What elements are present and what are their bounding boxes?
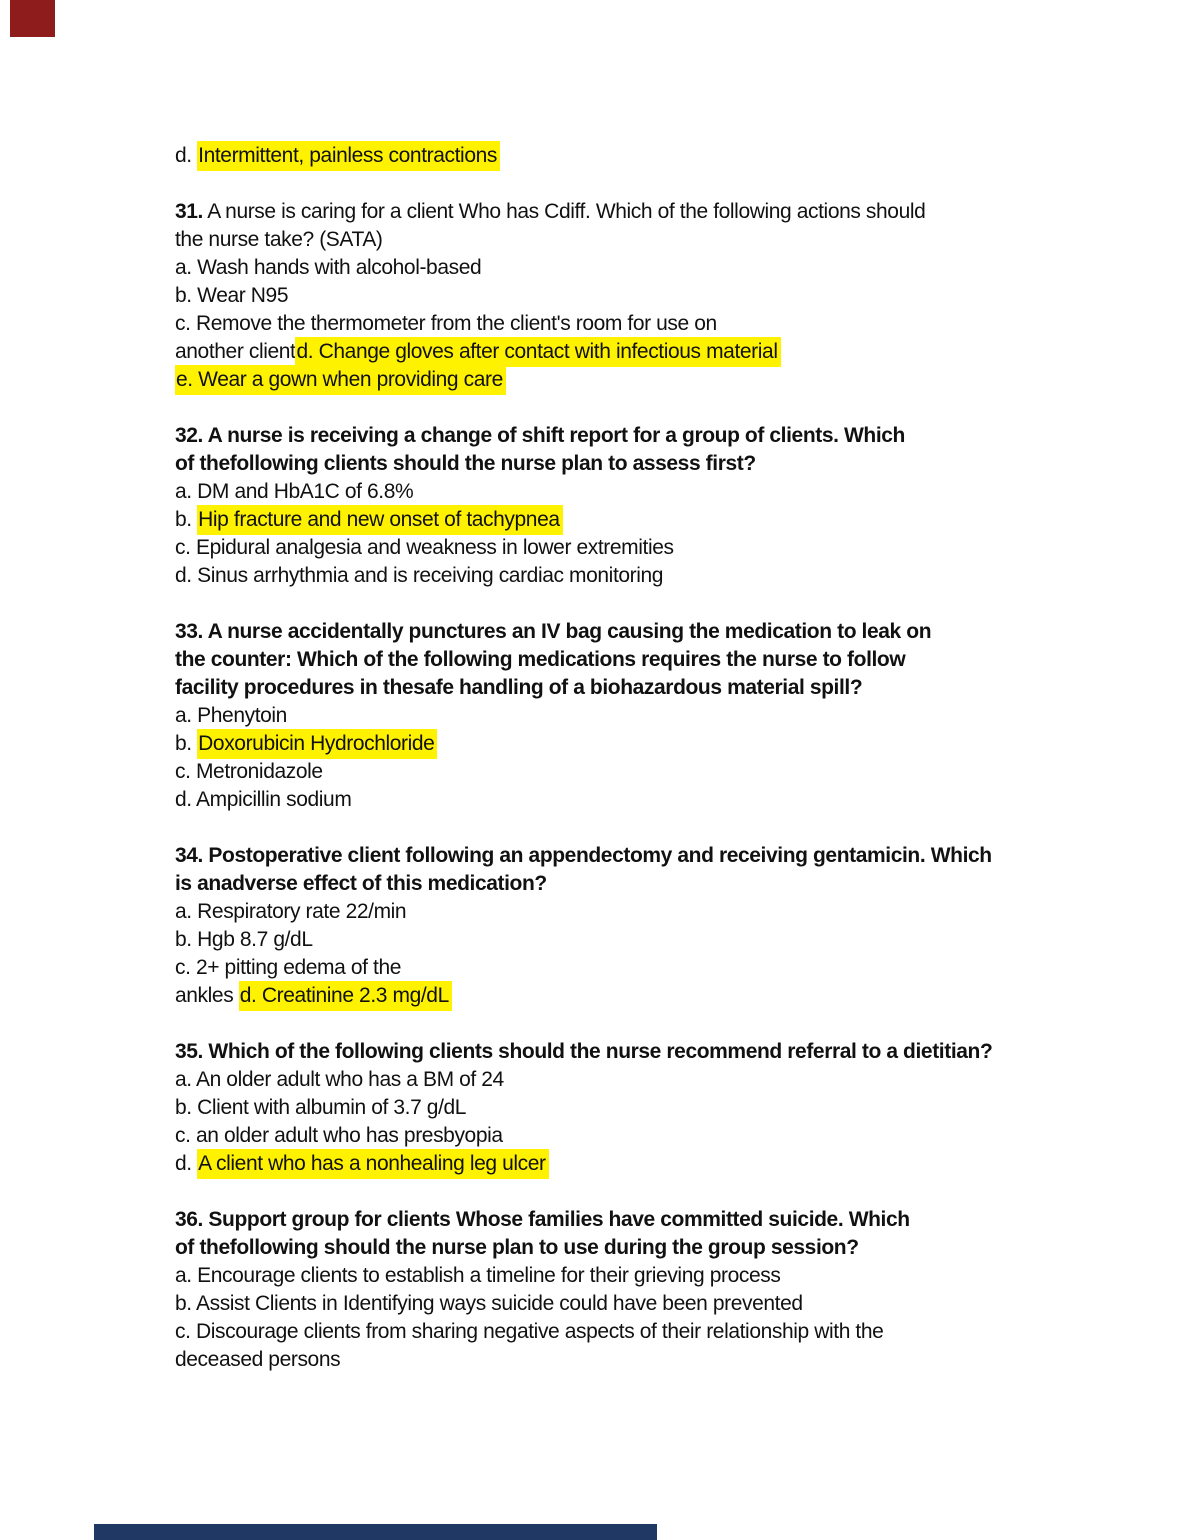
text-segment: 32. A nurse is receiving a change of shift report for a group of clients. Which (175, 424, 905, 447)
text-segment: 34. Postoperative client following an appendectomy and receiving gentamicin. Which (175, 844, 992, 867)
text-segment: the counter: Which of the following medications requires the nurse to follow (175, 648, 906, 671)
text-segment: d. Sinus arrhythmia and is receiving cardiac monitoring (175, 564, 664, 587)
text-segment: b. Hgb 8.7 g/dL (175, 928, 313, 951)
text-segment: d. (175, 1152, 198, 1175)
highlighted-text: Doxorubicin Hydrochloride (197, 729, 437, 759)
text-segment: of thefollowing should the nurse plan to use during the group session? (175, 1236, 859, 1259)
text-line (175, 226, 1055, 254)
highlighted-text: d. Change gloves after contact with infectious material (295, 337, 780, 367)
text-line (175, 646, 1055, 674)
highlighted-text: Hip fracture and new onset of tachypnea (197, 505, 562, 535)
text-segment: b. Client with albumin of 3.7 g/dL (175, 1096, 467, 1119)
text-line (175, 1234, 1055, 1262)
text-line (175, 702, 1055, 730)
text-line (175, 422, 1055, 450)
text-line (175, 1290, 1055, 1318)
next-page-banner (94, 1524, 657, 1540)
text-line (175, 1122, 1055, 1150)
text-line (175, 450, 1055, 478)
text-line (175, 926, 1055, 954)
text-segment: c. Epidural analgesia and weakness in lower extremities (175, 536, 674, 559)
page-corner-accent (10, 0, 55, 37)
text-segment: another client (175, 340, 296, 363)
text-segment: b. Wear N95 (175, 284, 289, 307)
text-segment: c. 2+ pitting edema of the (175, 956, 402, 979)
text-line (175, 730, 1055, 758)
text-line (175, 674, 1055, 702)
text-line (175, 1066, 1055, 1094)
text-line (175, 1262, 1055, 1290)
text-segment: the nurse take? (SATA) (175, 228, 383, 251)
text-line (175, 1038, 1055, 1066)
text-segment: a. Respiratory rate 22/min (175, 900, 407, 923)
text-line (175, 506, 1055, 534)
text-segment: c. Discourage clients from sharing negative aspects of their relationship with the (175, 1320, 884, 1343)
text-segment: facility procedures in thesafe handling of a biohazardous material spill? (175, 676, 863, 699)
text-segment: a. An older adult who has a BM of 24 (175, 1068, 504, 1091)
text-line (175, 142, 1055, 170)
text-segment: 36. Support group for clients Whose families have committed suicide. Which (175, 1208, 910, 1231)
text-segment: b. (175, 508, 198, 531)
text-segment: b. Assist Clients in Identifying ways suicide could have been prevented (175, 1292, 803, 1315)
text-line (175, 534, 1055, 562)
text-line (175, 338, 1055, 366)
text-segment: A nurse is caring for a client Who has Cdiff. Which of the following actions should (203, 200, 926, 223)
text-line (175, 1150, 1055, 1178)
text-line (175, 898, 1055, 926)
text-line (175, 842, 1055, 870)
text-line (175, 1094, 1055, 1122)
text-segment: d. (175, 144, 198, 167)
text-segment: d. Ampicillin sodium (175, 788, 352, 811)
highlighted-text: e. Wear a gown when providing care (175, 365, 506, 395)
text-line (175, 870, 1055, 898)
text-line (175, 310, 1055, 338)
blank-line (175, 170, 1055, 198)
text-segment: b. (175, 732, 198, 755)
text-line (175, 758, 1055, 786)
text-line (175, 954, 1055, 982)
highlighted-text: d. Creatinine 2.3 mg/dL (239, 981, 452, 1011)
text-segment: a. Phenytoin (175, 704, 287, 727)
blank-line (175, 1178, 1055, 1206)
text-line (175, 478, 1055, 506)
text-line (175, 282, 1055, 310)
text-line (175, 1318, 1055, 1346)
text-segment: 35. Which of the following clients should the nurse recommend referral to a dietitian? (175, 1040, 993, 1063)
text-segment: c. Metronidazole (175, 760, 323, 783)
text-line (175, 366, 1055, 394)
highlighted-text: Intermittent, painless contractions (197, 141, 500, 171)
blank-line (175, 814, 1055, 842)
text-segment: is anadverse effect of this medication? (175, 872, 547, 895)
text-line (175, 982, 1055, 1010)
text-segment: deceased persons (175, 1348, 341, 1371)
text-segment: a. Encourage clients to establish a timeline for their grieving process (175, 1264, 781, 1287)
text-line (175, 618, 1055, 646)
text-segment: 31. (175, 200, 203, 223)
blank-line (175, 1010, 1055, 1038)
document-lines (175, 142, 1055, 1374)
text-segment: c. an older adult who has presbyopia (175, 1124, 503, 1147)
text-line (175, 1346, 1055, 1374)
text-line (175, 562, 1055, 590)
text-segment: of thefollowing clients should the nurse plan to assess first? (175, 452, 756, 475)
text-segment: 33. A nurse accidentally punctures an IV bag causing the medication to leak on (175, 620, 932, 643)
text-segment: ankles (175, 984, 239, 1007)
text-segment: c. Remove the thermometer from the client's room for use on (175, 312, 717, 335)
highlighted-text: A client who has a nonhealing leg ulcer (197, 1149, 548, 1179)
text-line (175, 1206, 1055, 1234)
blank-line (175, 394, 1055, 422)
text-line (175, 198, 1055, 226)
text-segment: a. Wash hands with alcohol-based (175, 256, 482, 279)
text-line (175, 254, 1055, 282)
text-line (175, 786, 1055, 814)
text-segment: a. DM and HbA1C of 6.8% (175, 480, 414, 503)
blank-line (175, 590, 1055, 618)
